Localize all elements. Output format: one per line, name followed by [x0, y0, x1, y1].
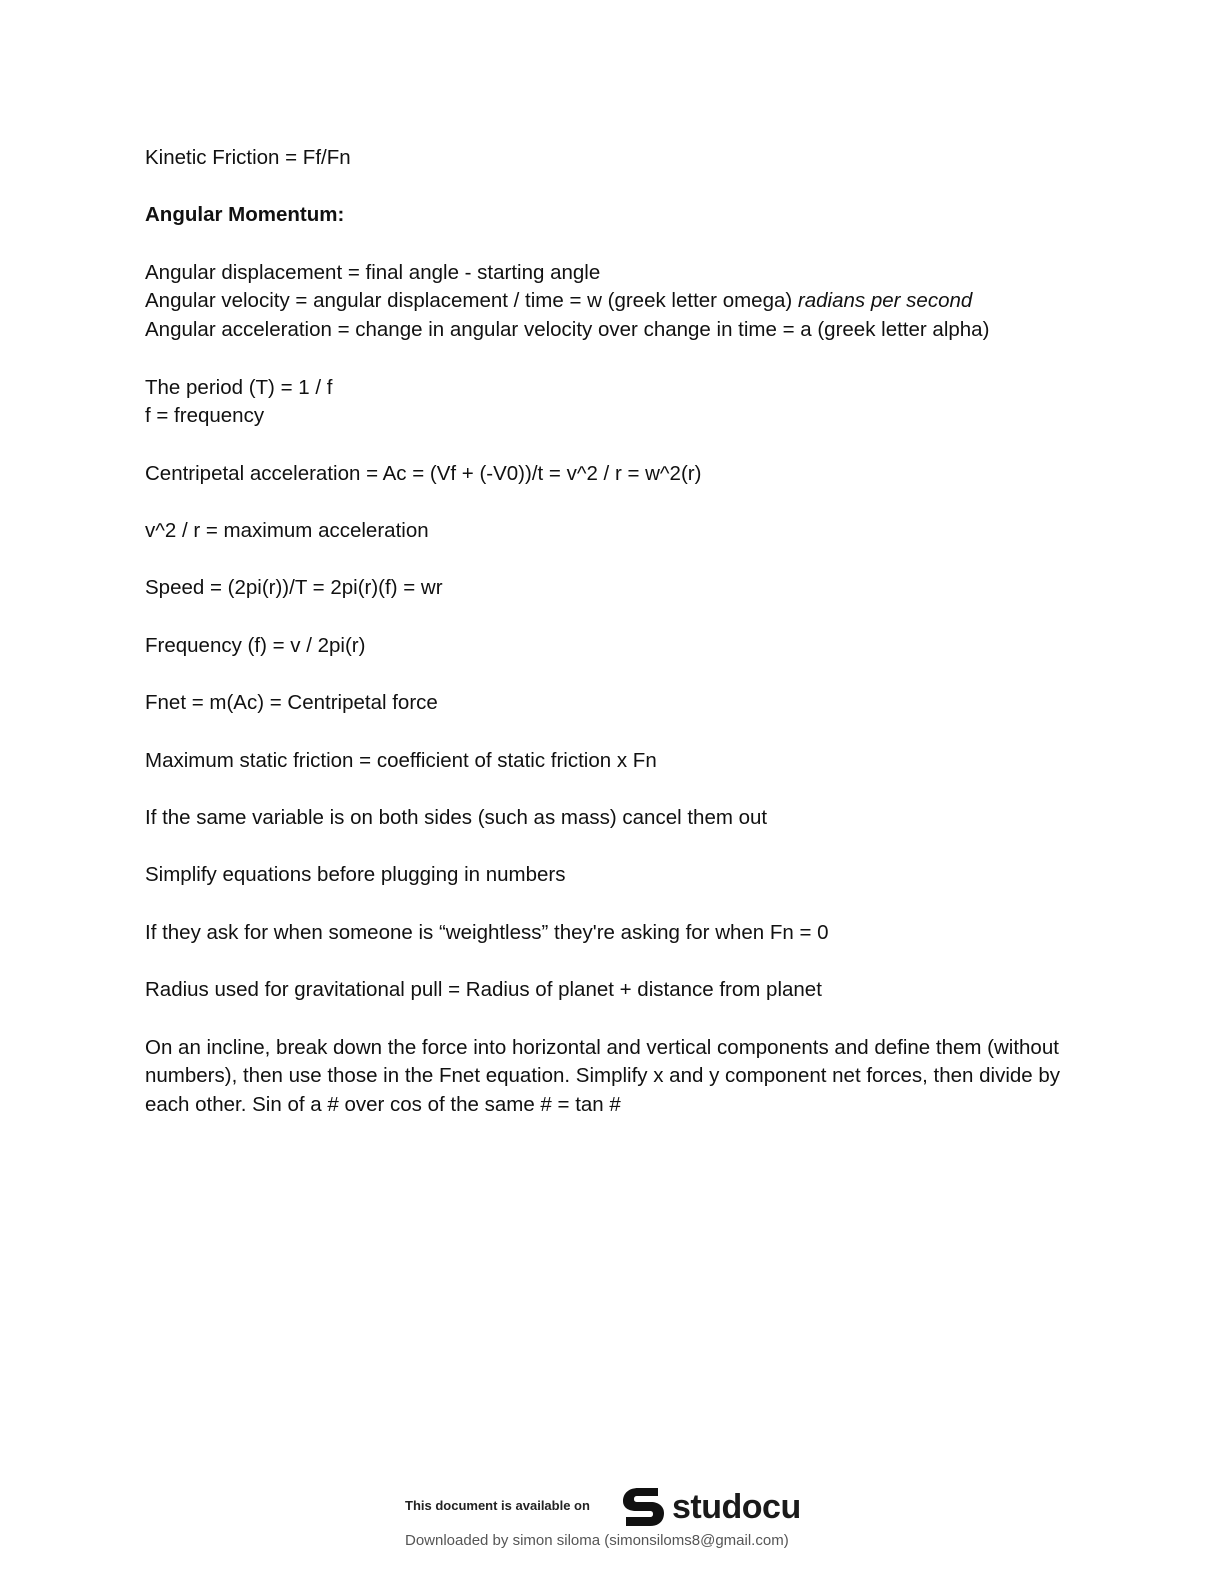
spacer [145, 230, 1085, 259]
cancel-variable-line: If the same variable is on both sides (such as mass) cancel them out [145, 806, 768, 830]
simplify-line: Simplify equations before plugging in numbers [145, 863, 566, 887]
spacer [145, 431, 1085, 460]
weightless-line: If they ask for when someone is “weightless” they're asking for when Fn = 0 [145, 920, 829, 944]
document-body [145, 144, 1085, 1120]
spacer [145, 546, 1085, 575]
spacer [145, 603, 1085, 632]
maximum-acceleration-line: v^2 / r = maximum acceleration [145, 519, 429, 543]
angular-acceleration-line: Angular acceleration = change in angular velocity over change in time = a (greek letter alpha) [145, 318, 990, 342]
spacer [145, 948, 1085, 977]
centripetal-acceleration-line: Centripetal acceleration = Ac = (Vf + (-V0))/t = v^2 / r = w^2(r) [145, 461, 702, 485]
section-heading: Angular Momentum: [145, 203, 345, 227]
speed-line: Speed = (2pi(r))/T = 2pi(r)(f) = wr [145, 576, 443, 600]
studocu-wordmark: studocu [672, 1487, 801, 1526]
angular-velocity-line [145, 287, 1085, 316]
spacer [145, 718, 1085, 747]
spacer [145, 488, 1085, 517]
frequency-formula-line: Frequency (f) = v / 2pi(r) [145, 633, 366, 657]
incline-paragraph: On an incline, break down the force into horizontal and vertical components and define them (without numbers), then use those in the Fnet equation. Simplify x and y component net forces, then divide by each other. Sin of a # over cos of the same # = tan # [145, 1035, 1061, 1116]
angular-displacement-line: Angular displacement = final angle - starting angle [145, 260, 601, 284]
angular-velocity-text: Angular velocity = angular displacement / time = w (greek letter omega) [145, 289, 798, 313]
availability-note: This document is available on [405, 1498, 590, 1513]
angular-velocity-units: radians per second [797, 289, 973, 313]
studocu-logo-icon [620, 1484, 666, 1530]
static-friction-line: Maximum static friction = coefficient of static friction x Fn [145, 748, 657, 772]
studocu-brand [620, 1482, 801, 1532]
spacer [145, 345, 1085, 374]
kinetic-friction-line: Kinetic Friction = Ff/Fn [145, 146, 351, 169]
spacer [145, 890, 1085, 919]
radius-gravity-line: Radius used for gravitational pull = Radius of planet + distance from planet [145, 978, 822, 1002]
spacer [145, 661, 1085, 690]
studocu-footer [0, 1478, 1224, 1584]
spacer [145, 775, 1085, 804]
spacer [145, 173, 1085, 202]
frequency-definition-line: f = frequency [145, 404, 265, 428]
fnet-line: Fnet = m(Ac) = Centripetal force [145, 691, 438, 715]
period-line: The period (T) = 1 / f [145, 375, 333, 399]
spacer [145, 1005, 1085, 1034]
spacer [145, 833, 1085, 862]
download-attribution: Downloaded by simon siloma (simonsiloms8@gmail.com) [405, 1532, 789, 1549]
